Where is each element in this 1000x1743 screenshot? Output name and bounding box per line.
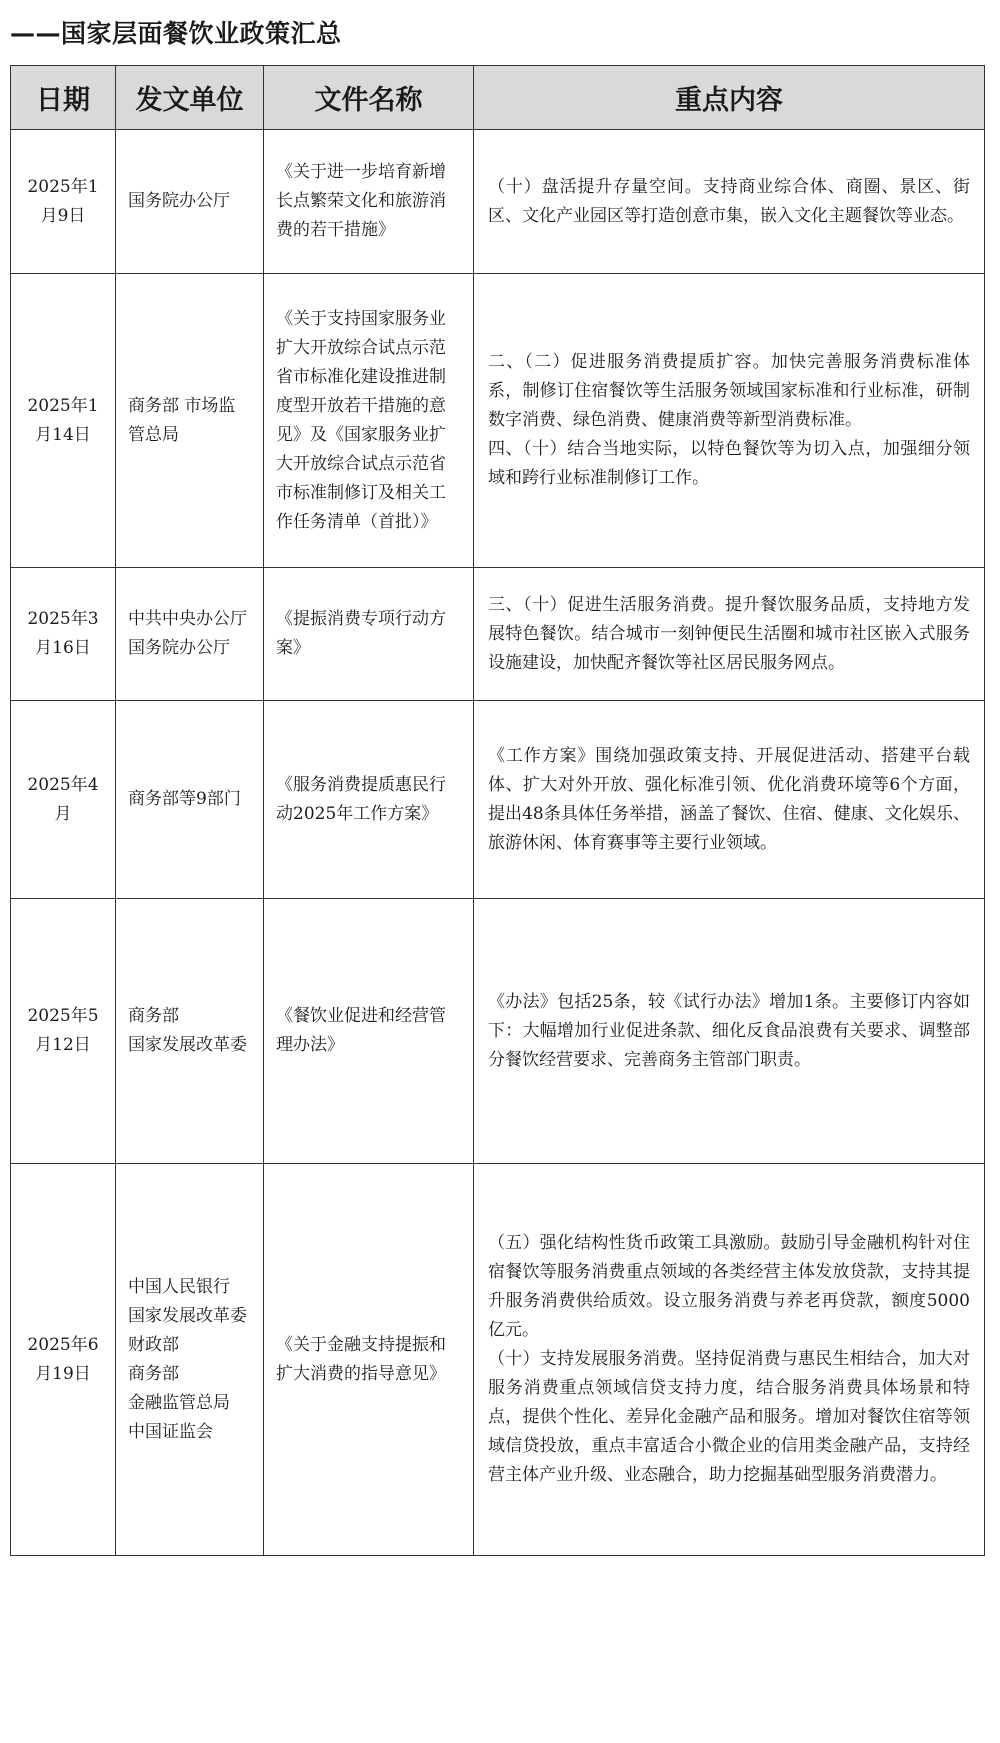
- issuer-line: 国家发展改革委: [128, 1035, 247, 1055]
- table-row: [11, 899, 985, 1164]
- header-content: 重点内容: [474, 66, 985, 130]
- content-cell: [474, 701, 985, 899]
- issuer-line: 金融监管总局: [128, 1392, 230, 1413]
- table-row: [11, 568, 985, 701]
- date-cell: 2025年6月19日: [11, 1164, 116, 1556]
- table-row: [11, 274, 985, 568]
- issuer-line: 商务部 市场监管总局: [128, 395, 236, 445]
- issuer-line: 国家发展改革委: [128, 1305, 247, 1326]
- issuer-line: 财政部: [128, 1334, 179, 1355]
- table-header-row: [11, 66, 985, 130]
- content-paragraph: （十）盘活提升存量空间。支持商业综合体、商圈、景区、街区、文化产业园区等打造创意市集，嵌入文化主题餐饮等业态。: [488, 176, 970, 226]
- content-paragraph: 三、（十）促进生活服务消费。提升餐饮服务品质，支持地方发展特色餐饮。结合城市一刻钟便民生活圈和城市社区嵌入式服务设施建设，加快配齐餐饮等社区居民服务网点。: [488, 594, 970, 673]
- issuer-cell: [116, 899, 264, 1164]
- table-row: [11, 701, 985, 899]
- issuer-cell: [116, 274, 264, 568]
- content-paragraph: 《办法》包括25条，较《试行办法》增加1条。主要修订内容如下：大幅增加行业促进条款、细化反食品浪费有关要求、调整部分餐饮经营要求、完善商务主管部门职责。: [488, 991, 970, 1070]
- issuer-cell: [116, 701, 264, 899]
- content-cell: [474, 274, 985, 568]
- content-paragraph: （五）强化结构性货币政策工具激励。鼓励引导金融机构针对住宿餐饮等服务消费重点领域的各类经营主体发放贷款，支持其提升服务消费供给质效。设立服务消费与养老再贷款，额度5000亿元。: [488, 1233, 970, 1340]
- issuer-line: 商务部等9部门: [128, 789, 241, 809]
- issuer-line: 商务部: [128, 1363, 179, 1384]
- issuer-cell: [116, 1164, 264, 1556]
- issuer-cell: [116, 130, 264, 274]
- document-cell: 《关于金融支持提振和扩大消费的指导意见》: [264, 1164, 474, 1556]
- date-cell: 2025年5月12日: [11, 899, 116, 1164]
- content-paragraph: 四、（十）结合当地实际，以特色餐饮等为切入点，加强细分领域和跨行业标准制修订工作。: [488, 439, 970, 488]
- document-cell: 《餐饮业促进和经营管理办法》: [264, 899, 474, 1164]
- page-title: ——国家层面餐饮业政策汇总: [10, 19, 342, 48]
- content-cell: [474, 899, 985, 1164]
- issuer-line: 国务院办公厅: [128, 191, 230, 211]
- content-cell: [474, 568, 985, 701]
- header-issuer: 发文单位: [116, 66, 264, 130]
- issuer-line: 中共中央办公厅 国务院办公厅: [128, 609, 247, 658]
- content-cell: [474, 130, 985, 274]
- date-cell: 2025年1月14日: [11, 274, 116, 568]
- content-paragraph: 《工作方案》围绕加强政策支持、开展促进活动、搭建平台载体、扩大对外开放、强化标准引领、优化消费环境等6个方面，提出48条具体任务举措，涵盖了餐饮、住宿、健康、文化娱乐、旅游休闲、体育赛事等主要行业领域。: [488, 745, 970, 853]
- issuer-line: 中国证监会: [128, 1421, 213, 1442]
- document-cell: 《关于进一步培育新增长点繁荣文化和旅游消费的若干措施》: [264, 130, 474, 274]
- date-cell: 2025年1月9日: [11, 130, 116, 274]
- content-paragraph: 二、（二）促进服务消费提质扩容。加快完善服务消费标准体系，制修订住宿餐饮等生活服务领域国家标准和行业标准，研制数字消费、绿色消费、健康消费等新型消费标准。: [488, 352, 970, 430]
- content-cell: [474, 1164, 985, 1556]
- table-row: [11, 130, 985, 274]
- issuer-line: 中国人民银行: [128, 1276, 230, 1297]
- issuer-line: 商务部: [128, 1006, 179, 1026]
- date-cell: 2025年4月: [11, 701, 116, 899]
- issuer-cell: [116, 568, 264, 701]
- document-cell: 《关于支持国家服务业扩大开放综合试点示范省市标准化建设推进制度型开放若干措施的意见》及《国家服务业扩大开放综合试点示范省市标准制修订及相关工作任务清单（首批）》: [264, 274, 474, 568]
- date-cell: 2025年3月16日: [11, 568, 116, 701]
- document-cell: 《提振消费专项行动方案》: [264, 568, 474, 701]
- policy-table: [10, 65, 985, 1556]
- header-date: 日期: [11, 66, 116, 130]
- document-cell: 《服务消费提质惠民行动2025年工作方案》: [264, 701, 474, 899]
- header-document: 文件名称: [264, 66, 474, 130]
- content-paragraph: （十）支持发展服务消费。坚持促消费与惠民生相结合，加大对服务消费重点领域信贷支持力度，结合服务消费具体场景和特点，提供个性化、差异化金融产品和服务。增加对餐饮住宿等领域信贷投放，重点丰富适合小微企业的信用类金融产品，支持经营主体产业升级、业态融合，助力挖掘基础型服务消费潜力。: [488, 1349, 970, 1485]
- table-row: [11, 1164, 985, 1556]
